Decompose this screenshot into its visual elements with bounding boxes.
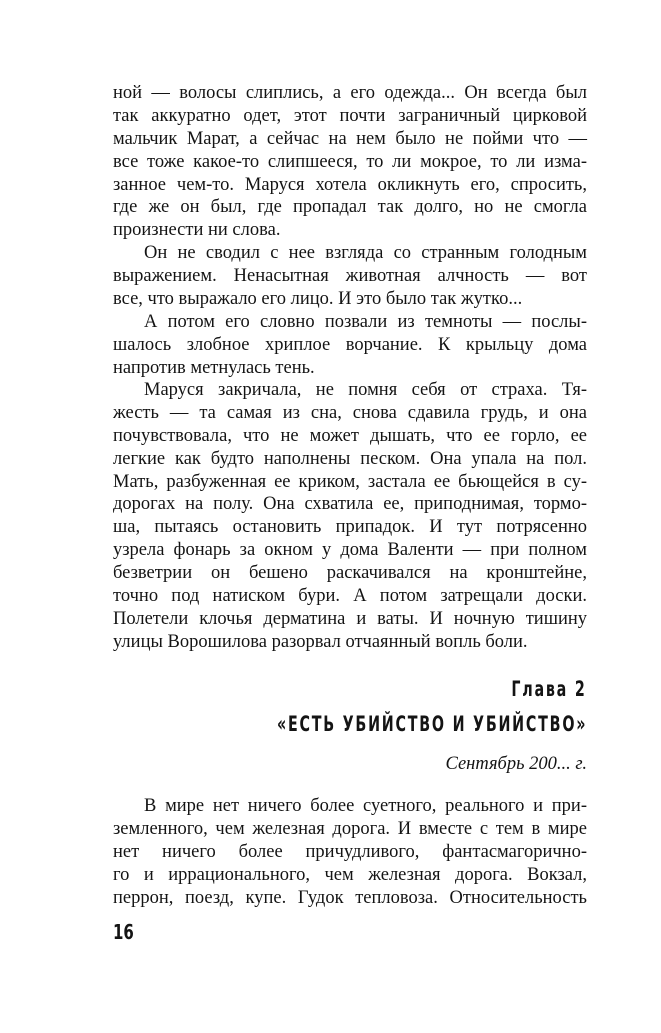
text-line: дорогах на полу. Она схватила ее, приподнимая, тормо- [113, 494, 587, 515]
text-line: улицы Ворошилова разорвал отчаянный вопль боли. [113, 631, 528, 652]
text-line: шалось злобное хриплое ворчание. К крыльцу дома [113, 334, 587, 355]
text-line: точно под натиском бури. А потом затрещали доски. [113, 586, 587, 607]
text-line: безветрии он бешено раскачивался на кронштейне, [113, 563, 587, 584]
text-line: занное чем-то. Маруся хотела окликнуть его, спросить, [113, 174, 587, 195]
paragraph-4 [113, 379, 587, 654]
text-line: так аккуратно одет, этот почти заграничный цирковой [113, 105, 587, 126]
chapter-date: Сентябрь 200... г. [445, 754, 587, 774]
paragraph-3 [113, 311, 587, 380]
page-number: 16 [113, 920, 134, 944]
text-line: ной — волосы слиплись, а его одежда... Он всегда был [113, 83, 587, 103]
text-line: земленного, чем железная дорога. И вместе с тем в мире [113, 818, 587, 839]
text-line: Маруся закричала, не помня себя от страха. Тя- [144, 380, 587, 400]
text-line: го и иррационального, чем железная дорога. Вокзал, [113, 864, 587, 885]
text-line: перрон, поезд, купе. Гудок тепловоза. Относительность [113, 887, 587, 908]
paragraph-2 [113, 242, 587, 311]
text-line: мальчик Марат, а сейчас на нем было не пойми что — [113, 128, 587, 149]
text-line: где же он был, где пропадал так долго, но не смогла [113, 197, 587, 218]
paragraph-5 [113, 795, 587, 909]
text-line: Мать, разбуженная ее криком, застала ее бьющейся в су- [113, 471, 587, 492]
chapter-title: «ЕСТЬ УБИЙСТВО И УБИЙСТВО» [276, 712, 587, 736]
text-line: легкие как будто наполнены песком. Она упала на пол. [113, 448, 587, 469]
text-line: напротив метнулась тень. [113, 357, 315, 378]
text-line: жесть — та самая из сна, снова сдавила грудь, и она [113, 402, 587, 423]
text-line: узрела фонарь за окном у дома Валенти — при полном [113, 540, 587, 561]
text-line: А потом его словно позвали из темноты — послы- [144, 312, 587, 332]
text-line: все, что выражало его лицо. И это было так жутко... [113, 288, 523, 309]
text-line: ша, пытаясь остановить припадок. И тут потрясенно [113, 517, 587, 538]
text-line: почувствовала, что не может дышать, что ее горло, ее [113, 425, 587, 446]
text-line: выражением. Ненасытная животная алчность — вот [113, 265, 587, 286]
paragraph-1 [113, 82, 587, 242]
chapter-number: Глава 2 [511, 677, 587, 701]
text-line: все тоже какое-то слипшееся, то ли мокрое, то ли изма- [113, 151, 587, 172]
text-line: нет ничего более причудливого, фантасмагорично- [113, 841, 587, 862]
text-line: произнести ни слова. [113, 220, 281, 241]
text-line: Он не сводил с нее взгляда со странным голодным [144, 243, 587, 263]
text-line: Полетели клочья дерматина и ваты. И ночную тишину [113, 608, 587, 629]
text-line: В мире нет ничего более суетного, реального и при- [144, 796, 587, 816]
